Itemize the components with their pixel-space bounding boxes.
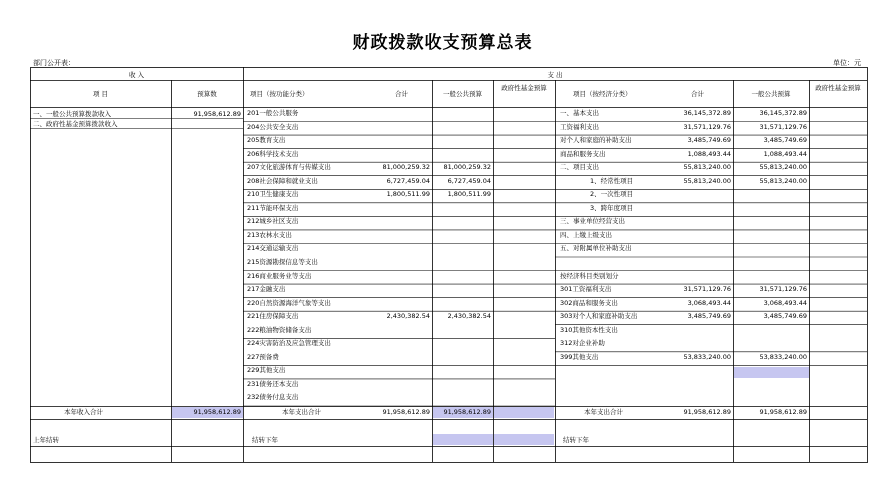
econ-row-label: 一、基本支出 (560, 109, 599, 117)
econ-total-label: 本年支出合计 (584, 408, 623, 416)
func-row-general: 6,727,459.04 (447, 176, 491, 185)
econ-total-general: 91,958,612.89 (759, 408, 807, 416)
func-row-label: 232债务付息支出 (247, 393, 299, 402)
func-row-label: 201一般公共服务 (247, 109, 299, 117)
income-row-value: 91,958,612.89 (193, 110, 241, 118)
econ-row-label: 310其他资本性支出 (560, 325, 618, 334)
func-row-label: 227预备费 (247, 352, 279, 361)
carry-in-label: 上年结转 (33, 436, 59, 444)
income-header: 收 入 (128, 71, 145, 79)
func-row-label: 208社会保障和就业支出 (247, 176, 318, 185)
econ-row-label: 对个人和家庭的补助支出 (560, 136, 632, 145)
econ-total-value: 91,958,612.89 (683, 408, 731, 416)
dept-label: 部门公开表： (33, 59, 75, 67)
econ-row-total: 55,813,240.00 (683, 176, 731, 185)
econ-row-label: 1、经常性项目 (590, 176, 634, 185)
func-row-total: 2,430,382.54 (386, 312, 430, 321)
page-title: 财政拨款收支预算总表 (352, 33, 533, 53)
expense-total-general: 91,958,612.89 (443, 408, 491, 416)
econ-row-label: 312对企业补助 (560, 339, 605, 348)
func-row-label: 222粮油物资储备支出 (247, 325, 312, 334)
func-row-total: 81,000,259.32 (382, 163, 430, 172)
econ-item-header: 项目（按经济分类） (573, 90, 632, 98)
econ-row-label: 五、对附属单位补助支出 (560, 244, 632, 253)
func-row-label: 205教育支出 (247, 136, 286, 145)
econ-row-general: 31,571,129.76 (759, 122, 807, 131)
econ-row-total: 53,833,240.00 (683, 352, 731, 361)
econ-row-label: 399其他支出 (560, 352, 599, 361)
total-header: 合计 (395, 90, 408, 98)
func-row-label: 217金融支出 (247, 285, 286, 294)
econ-row-general: 1,088,493.44 (763, 149, 807, 158)
fund-header: 政府性基金预算 (501, 84, 547, 92)
econ-row-general: 36,145,372.89 (759, 109, 807, 117)
func-row-label: 212城乡社区支出 (247, 217, 299, 226)
econ-row-general: 53,833,240.00 (759, 352, 807, 361)
func-row-label: 215资源勘探信息等支出 (247, 258, 318, 266)
econ-row-general: 3,068,493.44 (763, 298, 807, 307)
general-header: 一般公共预算 (443, 90, 482, 98)
econ-row-label: 按经济科目类别划分 (560, 271, 619, 280)
carry-out-label-econ: 结转下年 (563, 436, 589, 444)
func-row-label: 210卫生健康支出 (247, 190, 299, 199)
econ-row-total: 31,571,129.76 (683, 285, 731, 294)
econ-row-general: 3,485,749.69 (763, 312, 807, 321)
func-row-label: 204公共安全支出 (247, 122, 299, 131)
func-row-total: 1,800,511.99 (386, 190, 430, 199)
econ-row-label: 3、跨年度项目 (590, 203, 634, 212)
unit-label: 单位：元 (833, 59, 861, 67)
econ-row-total: 3,485,749.69 (687, 136, 731, 145)
func-row-label: 231债务还本支出 (247, 379, 299, 388)
econ-row-total: 55,813,240.00 (683, 163, 731, 172)
func-row-label: 214交通运输支出 (247, 244, 299, 253)
econ-row-total: 31,571,129.76 (683, 122, 731, 131)
econ-row-total: 36,145,372.89 (683, 109, 731, 117)
econ-row-label: 四、上缴上级支出 (560, 230, 612, 239)
income-item-header: 项 目 (92, 90, 109, 98)
func-row-label: 207文化旅游体育与传媒支出 (247, 163, 331, 172)
total2-header: 合计 (691, 90, 704, 98)
general2-header: 一般公共预算 (751, 90, 791, 98)
func-row-label: 229其他支出 (247, 366, 286, 375)
func-row-general: 81,000,259.32 (443, 163, 491, 172)
expense-header: 支 出 (547, 71, 563, 79)
income-row-label: 一、一般公共预算拨款收入 (33, 110, 111, 118)
func-row-label: 213农林水支出 (247, 230, 292, 239)
econ-row-general: 3,485,749.69 (763, 136, 807, 145)
econ-row-label: 2、一次性项目 (590, 190, 634, 199)
budget-header: 预算数 (197, 90, 217, 98)
econ-row-general: 55,813,240.00 (759, 163, 807, 172)
econ-row-label: 二、项目支出 (560, 163, 599, 172)
expense-total-value: 91,958,612.89 (382, 408, 430, 416)
func-row-label: 221住房保障支出 (247, 312, 299, 321)
func-row-label: 211节能环保支出 (247, 203, 299, 212)
econ-row-label: 303对个人和家庭补助支出 (560, 312, 638, 321)
carry-out-label: 结转下年 (252, 436, 278, 444)
income-total-label: 本年收入合计 (64, 408, 103, 416)
income-row-label: 二、政府性基金预算拨款收入 (33, 120, 118, 128)
econ-row-label: 302商品和服务支出 (560, 298, 618, 307)
econ-row-general: 55,813,240.00 (759, 176, 807, 185)
expense-total-label: 本年支出合计 (282, 408, 321, 416)
func-row-general: 1,800,511.99 (447, 190, 491, 199)
econ-row-total: 3,068,493.44 (687, 298, 731, 307)
econ-row-label: 301工资福利支出 (560, 285, 612, 294)
econ-row-total: 3,485,749.69 (687, 312, 731, 321)
func-row-total: 6,727,459.04 (386, 176, 430, 185)
econ-row-label: 工资福利支出 (560, 122, 599, 131)
func-row-label: 224灾害防治及应急管理支出 (247, 339, 331, 348)
func-item-header: 项目（按功能分类） (250, 90, 309, 98)
func-row-label: 220自然资源海洋气象等支出 (247, 298, 331, 307)
econ-row-general: 31,571,129.76 (759, 285, 807, 294)
econ-row-label: 三、事业单位经营支出 (560, 217, 625, 226)
fund2-header: 政府性基金预算 (815, 84, 861, 92)
func-row-label: 216商业服务业等支出 (247, 271, 312, 280)
func-row-label: 206科学技术支出 (247, 149, 299, 158)
econ-row-total: 1,088,493.44 (687, 149, 731, 158)
func-row-general: 2,430,382.54 (447, 312, 491, 321)
econ-row-label: 商品和服务支出 (560, 149, 606, 158)
income-total-value: 91,958,612.89 (193, 408, 241, 416)
